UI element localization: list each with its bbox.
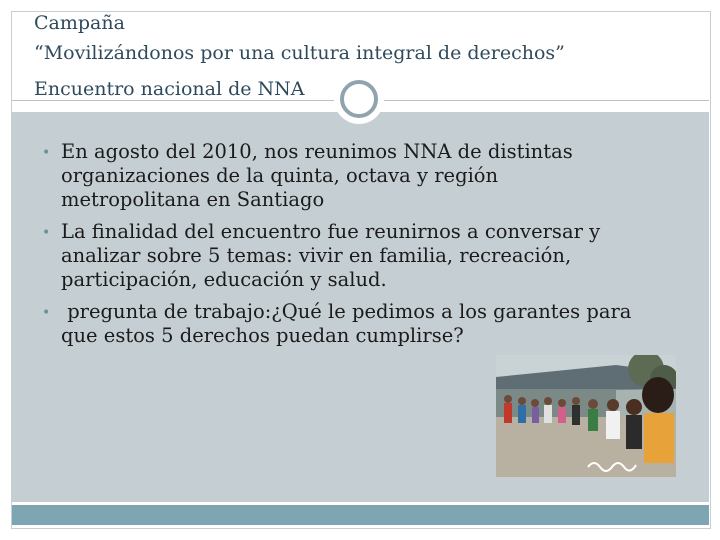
bullet-line: metropolitana en Santiago <box>61 188 325 211</box>
title-line-2: “Movilizándonos por una cultura integral de derechos” <box>34 42 565 64</box>
bullet-marker-icon: • <box>42 225 51 241</box>
bullet-line: organizaciones de la quinta, octava y región <box>61 164 499 187</box>
bullet-list <box>42 140 682 356</box>
bullet-marker-icon: • <box>42 145 51 161</box>
bullet-item <box>42 140 682 212</box>
bullet-item <box>42 220 682 292</box>
bottom-bar <box>12 505 709 525</box>
bullet-line: La finalidad del encuentro fue reunirnos a conversar y <box>61 220 601 243</box>
bullet-line: pregunta de trabajo:¿Qué le pedimos a los garantes para <box>61 300 632 323</box>
bullet-marker-icon: • <box>42 305 51 321</box>
children-group-photo <box>496 355 676 477</box>
title-line-1: Campaña <box>34 12 125 34</box>
title-line-3: Encuentro nacional de NNA <box>34 78 305 100</box>
photo-illustration <box>496 355 676 477</box>
circle-ornament-icon <box>340 80 378 118</box>
bullet-line: analizar sobre 5 temas: vivir en familia, recreación, <box>61 244 572 267</box>
bullet-item <box>42 300 682 348</box>
bullet-line: En agosto del 2010, nos reunimos NNA de distintas <box>61 140 573 163</box>
bullet-line: que estos 5 derechos puedan cumplirse? <box>61 324 464 347</box>
bullet-line: participación, educación y salud. <box>61 268 387 291</box>
